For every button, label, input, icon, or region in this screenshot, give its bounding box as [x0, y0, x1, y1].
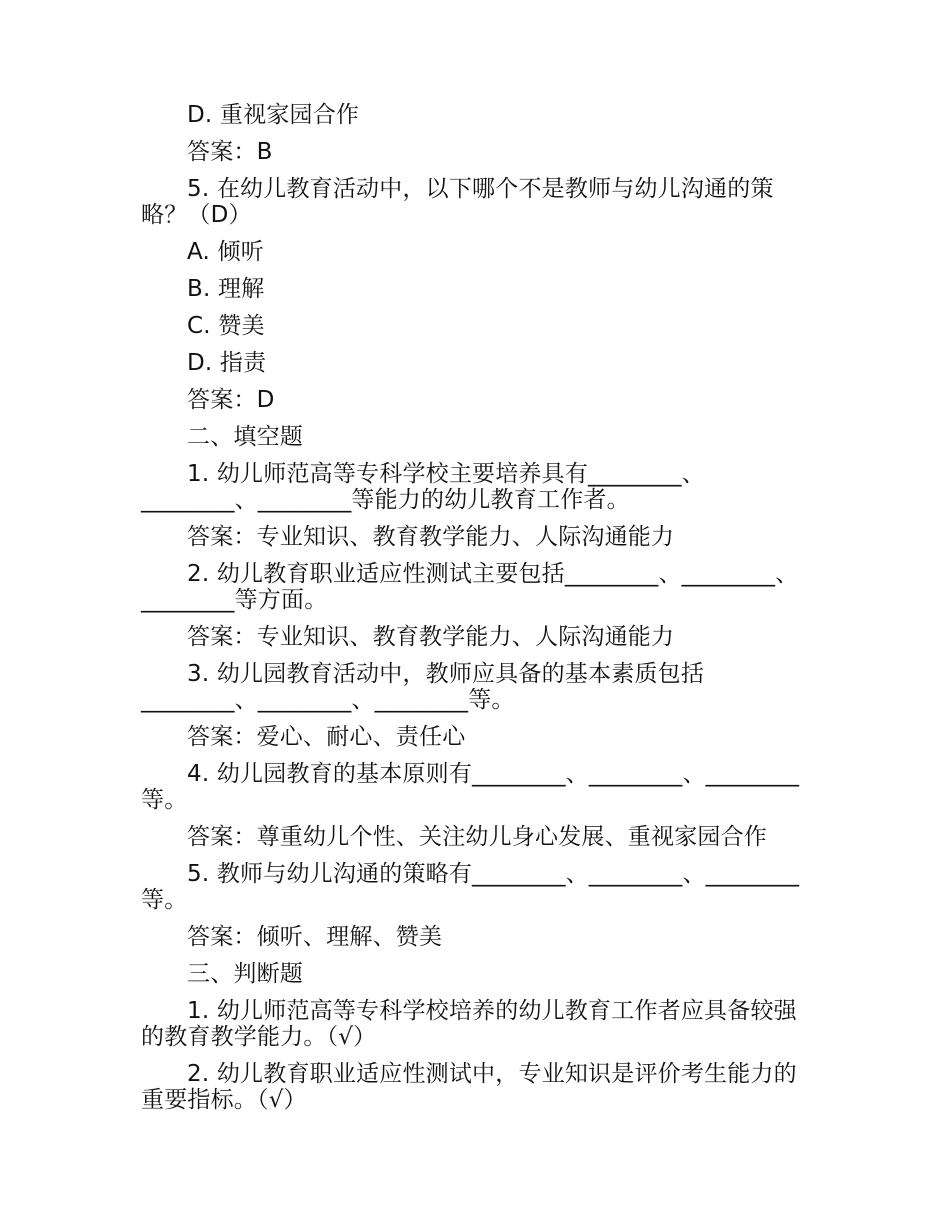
option-d-line: D. 重视家园合作 [187, 102, 360, 128]
fill-question-4: 4. 幼儿园教育的基本原则有________、________、________等。 [141, 761, 800, 813]
section-heading-true-false: 三、判断题 [187, 961, 303, 987]
option-c-line: C. 赞美 [187, 313, 265, 339]
fill-answer-2: 答案：专业知识、教育教学能力、人际沟通能力 [187, 624, 675, 650]
fill-question-3: 3. 幼儿园教育活动中，教师应具备的基本素质包括________、________、________等。 [141, 661, 705, 713]
fill-question-5: 5. 教师与幼儿沟通的策略有________、________、________等。 [141, 861, 800, 913]
tf-question-1: 1. 幼儿师范高等专科学校培养的幼儿教育工作者应具备较强的教育教学能力。（√） [141, 998, 797, 1050]
fill-answer-3: 答案：爱心、耐心、责任心 [187, 724, 466, 750]
option-d-line-2: D. 指责 [187, 350, 267, 376]
option-b-line: B. 理解 [187, 276, 265, 302]
question-5-line: 5. 在幼儿教育活动中，以下哪个不是教师与幼儿沟通的策略？（D） [141, 176, 774, 228]
fill-question-2: 2. 幼儿教育职业适应性测试主要包括________、________、________等方面。 [141, 561, 799, 613]
tf-question-2: 2. 幼儿教育职业适应性测试中，专业知识是评价考生能力的重要指标。（√） [141, 1061, 797, 1113]
answer-line-2: 答案：D [187, 387, 275, 413]
answer-line: 答案：B [187, 139, 273, 165]
section-heading-fill-blank: 二、填空题 [187, 424, 303, 450]
fill-question-1: 1. 幼儿师范高等专科学校主要培养具有________、________、________等能力的幼儿教育工作者。 [141, 461, 705, 513]
fill-answer-4: 答案：尊重幼儿个性、关注幼儿身心发展、重视家园合作 [187, 824, 767, 850]
document-body [141, 102, 813, 1124]
fill-answer-5: 答案：倾听、理解、赞美 [187, 924, 443, 950]
option-a-line: A. 倾听 [187, 239, 264, 265]
fill-answer-1: 答案：专业知识、教育教学能力、人际沟通能力 [187, 524, 675, 550]
